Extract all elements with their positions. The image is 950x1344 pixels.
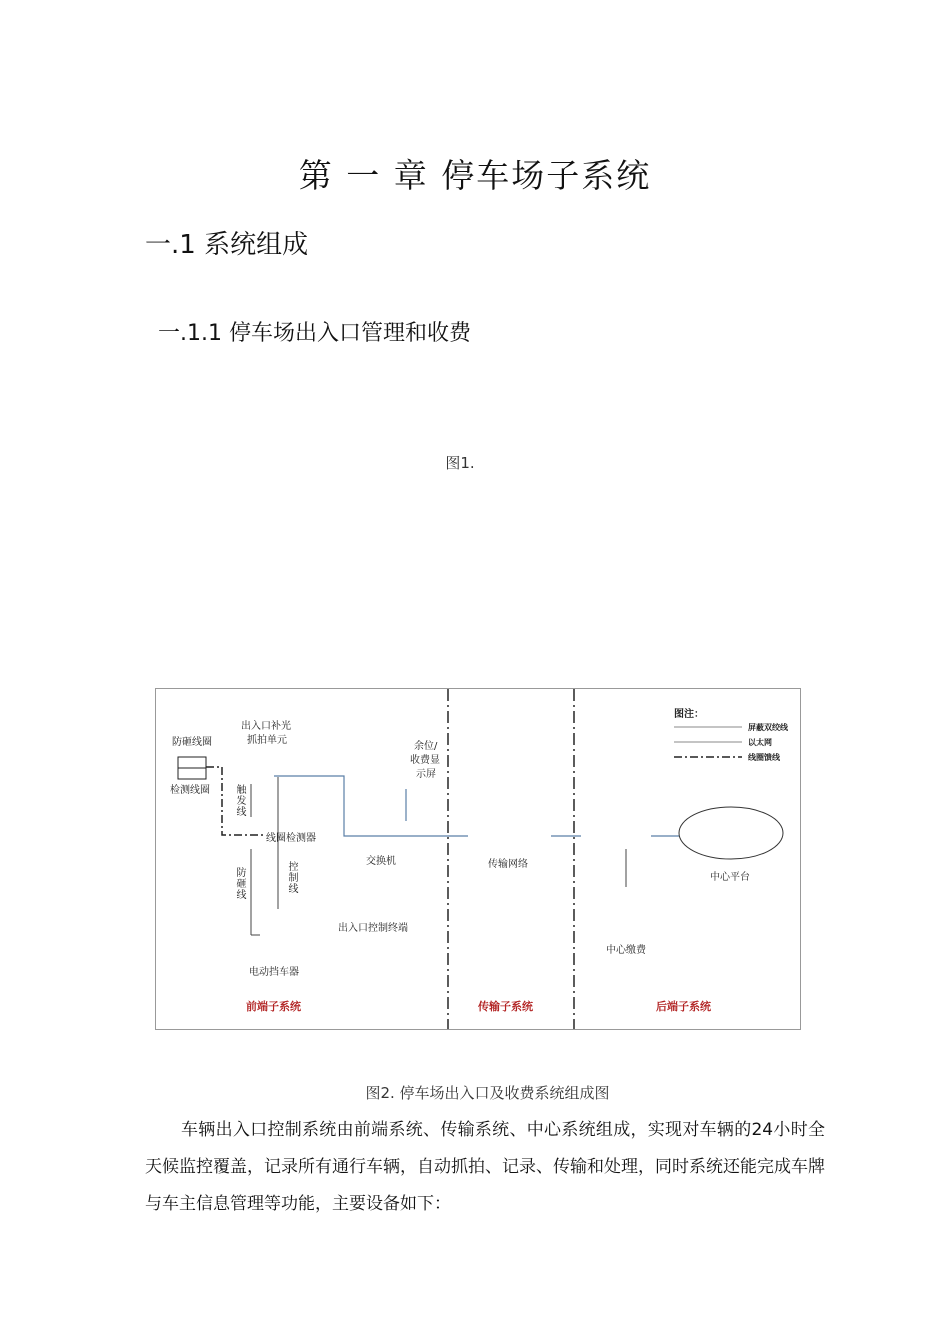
system-diagram (155, 688, 801, 1030)
figure2-caption: 图2. 停车场出入口及收费系统组成图 (365, 1084, 610, 1102)
legend-item-coil: 线圈馈线 (748, 753, 780, 762)
label-detection-coil: 检测线圈 (170, 785, 210, 796)
label-trigger-line: 触发线 (234, 784, 245, 817)
label-anti-collision-coil: 防砸线圈 (172, 737, 212, 748)
label-display-1: 余位/ (414, 741, 438, 752)
label-display-2: 收费显 (410, 755, 440, 766)
label-control-line: 控制线 (286, 861, 297, 894)
section-front: 前端子系统 (246, 1000, 301, 1013)
body-text (145, 1112, 825, 1223)
section-heading: 一.1 系统组成 (145, 230, 309, 260)
section-backend: 后端子系统 (656, 1000, 711, 1013)
chapter-title: 第 一 章 停车场子系统 (298, 156, 652, 195)
center-platform-ellipse (679, 807, 783, 859)
subsection-heading: 一.1.1 停车场出入口管理和收费 (158, 321, 471, 346)
legend-item-ethernet: 以太网 (748, 738, 772, 747)
section-transmission: 传输子系统 (478, 1000, 533, 1013)
legend-item-shielded: 屏蔽双绞线 (748, 723, 788, 732)
label-barrier: 电动挡车器 (249, 967, 299, 978)
ethernet-line (274, 776, 468, 836)
label-display-3: 示屏 (416, 769, 436, 780)
legend-title: 图注： (674, 709, 704, 720)
body-paragraph: 车辆出入口控制系统由前端系统、传输系统、中心系统组成，实现对车辆的24小时全天候监控覆盖，记录所有通行车辆，自动抓拍、记录、传输和处理，同时系统还能完成车牌与车主信息管理等功能，主要设备如下： (145, 1120, 825, 1214)
label-transmission-network: 传输网络 (488, 859, 528, 870)
label-loop-detector: 线圈检测器 (266, 833, 316, 844)
label-center-platform: 中心平台 (710, 872, 750, 883)
figure1-caption: 图1. (445, 454, 475, 472)
label-capture-unit: 抓拍单元 (247, 735, 287, 746)
label-center-payment: 中心缴费 (606, 945, 646, 956)
label-fill-light: 出入口补光 (241, 721, 291, 732)
label-anti-collision-line: 防砸线 (234, 867, 245, 900)
label-terminal: 出入口控制终端 (338, 923, 408, 934)
label-switch: 交换机 (366, 856, 396, 867)
